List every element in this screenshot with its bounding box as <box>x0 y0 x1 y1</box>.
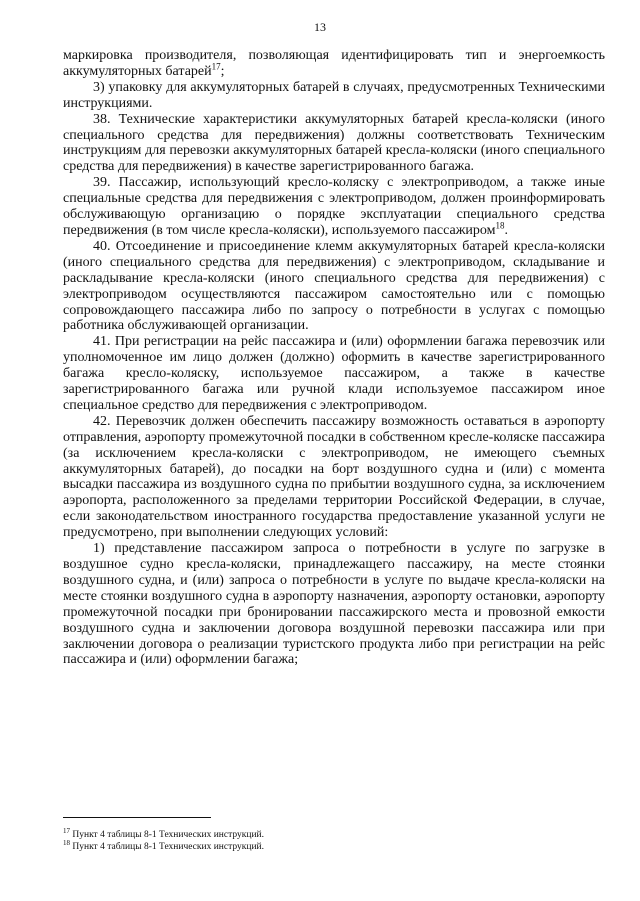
document-body <box>63 48 605 668</box>
footnotes <box>63 826 603 853</box>
paragraph-end: . <box>504 222 508 238</box>
footnote-number: 17 <box>63 826 70 835</box>
footnote-number: 18 <box>63 838 70 847</box>
paragraph-text: 39. Пассажир, использующий кресло-коляску с электроприводом, а также иные специальные средства для передвижения с электроприводом, должен проинформировать обслуживающую организацию о порядке эксплуатации специального средства передвижения (в том числе кресла-коляски), используемого пассажиром <box>63 175 605 238</box>
paragraph-item-1 <box>63 541 605 668</box>
footnote-text: Пункт 4 таблицы 8-1 Технических инструкций. <box>70 830 264 840</box>
footnote-ref: 18 <box>495 220 505 231</box>
footnote-18 <box>63 838 603 853</box>
footnote-17 <box>63 826 603 841</box>
footnote-divider <box>63 817 211 818</box>
paragraph-continuation <box>63 48 605 80</box>
paragraph-text: 38. Технические характеристики аккумуляторных батарей кресла-коляски (иного специального средства для передвижения) должны соответствовать Техническим инструкциям для перевозки аккумуляторных батарей кресла-коляски (иного специального средства для передвижения) в качестве зарегистрированного багажа. <box>63 111 605 175</box>
paragraph-text: 3) упаковку для аккумуляторных батарей в случаях, предусмотренных Техническими инструкциями. <box>63 79 605 111</box>
paragraph-text: маркировка производителя, позволяющая идентифицировать тип и энергоемкость аккумуляторных батарей <box>63 48 605 79</box>
paragraph-38 <box>63 112 605 176</box>
footnote-text: Пункт 4 таблицы 8-1 Технических инструкций. <box>70 842 264 852</box>
paragraph-text: 40. Отсоединение и присоединение клемм аккумуляторных батарей кресла-коляски (иного специального средства для передвижения) с электроприводом, складывание и раскладывание кресла-коляски (иного специального средства для передвижения) с электроприводом осуществляются пассажиром самостоятельно или с помощью сопровождающего пассажира либо по запросу о потребности в услугах с помощью работника обслуживающей организации. <box>63 238 605 334</box>
paragraph-text: 1) представление пассажиром запроса о потребности в услуге по загрузке в воздушное судно кресла-коляски, принадлежащего пассажиру, на месте стоянки воздушного судна, и (или) запроса о потребности в услуге по выдаче кресла-коляски на месте стоянки воздушного судна в аэропорту назначения, аэропорту остановки, аэропорту промежуточной посадки при бронировании пассажирского места и провозной емкости воздушного судна и заключении договора воздушной перевозки пассажира или при заключении договора о реализации туристского продукта либо при регистрации на рейс пассажира и (или) оформлении багажа; <box>63 541 605 668</box>
paragraph-40 <box>63 239 605 334</box>
paragraph-39 <box>63 175 605 239</box>
paragraph-end: ; <box>220 63 225 79</box>
paragraph-42 <box>63 414 605 541</box>
paragraph-item-3 <box>63 80 605 112</box>
paragraph-text: 41. При регистрации на рейс пассажира и (или) оформлении багажа перевозчик или уполномоченное им лицо должен (должно) оформить в качестве зарегистрированного багажа кресло-коляску, используемое пассажиром, а также в качестве зарегистрированного багажа или ручной клади используемое пассажиром иное специальное средство для передвижения с электроприводом. <box>63 334 605 413</box>
page-number: 13 <box>314 20 326 34</box>
paragraph-41 <box>63 334 605 414</box>
footnote-ref: 17 <box>211 61 221 72</box>
paragraph-text: 42. Перевозчик должен обеспечить пассажиру возможность оставаться в аэропорту отправления, аэропорту промежуточной посадки в собственном кресле-коляске пассажира (за исключением кресла-коляски с электроприводом, не имеющего съемных аккумуляторных батарей), до посадки на борт воздушного судна и (или) с момента высадки пассажира из воздушного судна по прибытии воздушного судна, за исключением аэропорта, расположенного за пределами территории Российской Федерации, в случае, если законодательством иностранного государства предоставление указанной услуги не предусмотрено, при выполнении следующих условий: <box>63 413 605 541</box>
